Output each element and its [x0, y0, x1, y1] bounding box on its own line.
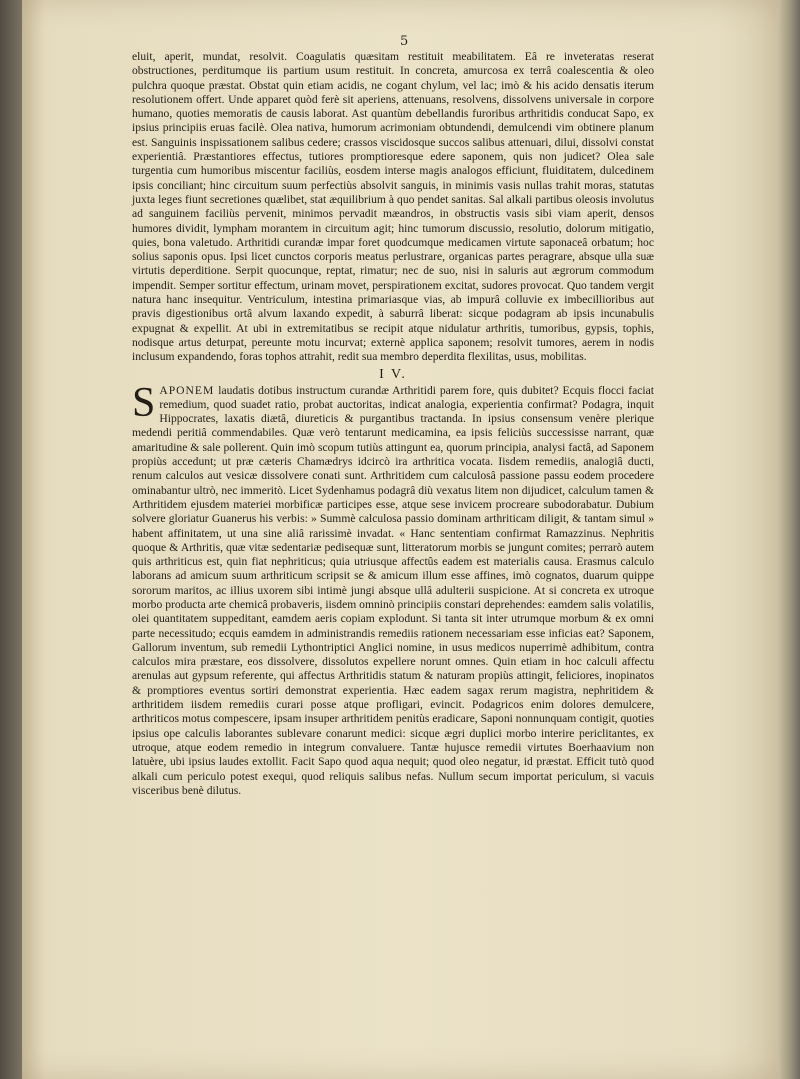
opening-word: APONEM [159, 383, 215, 397]
paragraph-2-text: laudatis dotibus instructum curandæ Arthritidi parem fore, quis dubitet? Ecquis flocci faciat remedium, quod suadet ratio, probat auctoritas, indicat analogia, experientia confirmat? Podagra, inquit Hippocrates, laxatis diætâ, diureticis & purgantibus tractanda. In ipsius consensum venère plerique medendi peritiâ commendabiles. Quæ verò tentarunt medicamina, ea ipsis feliciùs successisse narrant, quæ amaritudine & sale pollerent. Quin imò scopum tutiùs attingunt ea, quorum principia, analysi factâ, ad Saponem propiùs accedunt; ut præ cæteris Chamædrys idcircò ira arthritica vocata. Iisdem remediis, analogiâ ducti, renum calculos aut vesicæ dissolvere conati sunt. Arthritidem cum calculosâ passione passu eodem procedere ominabantur ultrò, nec immeritò. Licet Sydenhamus podagrâ diù vexatus litem non dijudicet, calculum tamen & Arthritidem ejusdem materiei morbificæ participes esse, atque sese invicem procreare subodorabatur. Dubium solvere gloriatur Guanerus his verbis: » Summè calculosa passio dominam arthriticam diligit, & tantam simul » habent affinitatem, ut una sine aliâ rarissimè invadat. « Hanc sententiam confirmat Ramazzinus. Nephritis quoque & Arthritis, quæ vitæ sedentariæ pedisequæ sunt, litteratorum morbis se jungunt comites; perrarò autem quis arthriticus est, quin fiat nephriticus; quia utriusque affectûs eadem est materialis causa. Erasmus calculo laborans ad amicum suum arthriticum scripsit se & amicum illum esse affines, imò cognatos, duarum quippe sororum maritos, ac illius uxorem sibi intimè jungi absque ullâ adulterii suspicione. At si concreta ex utroque morbo producta arte chemicâ probaveris, iisdem omninò principiis constari deprehendes: eamdem salis volatilis, olei quantitatem suppeditant, eamdem aeris copiam explodunt. Si tanta sit inter utrumque morbum & ex omni parte necessitudo; ecquis eamdem in administrandis remediis rationem necessariam esse inficias eat? Saponem, Gallorum inventum, sub remedii Lythontriptici Anglici nomine, in usus medicos nuperrimè adhibitum, contra calculos mira præstare, eos dissolvere, dissolutos expellere norunt omnes. Quin etiam in hoc calculi affectu arenulas aut gypsum referente, qui affectus Arthritidis statum & naturam propiùs attingit, feliciores, inopinatos & promptiores eventus sortiri demonstrat experientia. Hæc eadem sagax rerum magistra, nephritidem & arthritidem iisdem remediis curari posse atque profligari, evincit. Podagricos enim dolores demulcere, arthriticos motus compescere, ipsam insuper arthritidem penitùs eradicare, Saponi nonnunquam contigit, quoties ipsius ope calculis laborantes sublevare conarunt medici: sicque ægri duplici morbo interire periclitantes, ex utroque, atque eodem remedio in integrum convaluere. Tantæ hujusce remedii virtutes Boerhaavium non latuère, ubi ipsius laudes extollit. Facit Sapo quod aqua nequit; quod oleo negatur, id præstat. Efficit tutò quod alkali cum periculo potest exequi, quod reliquis salibus nefas. Nullum secum importat periculum, si vacuis visceribus benè dilutus. [132, 383, 654, 797]
page-edge [778, 0, 800, 1079]
drop-cap: S [132, 379, 156, 426]
page-number: 5 [400, 34, 409, 49]
book-gutter [0, 0, 22, 1079]
section-heading: I V. [379, 366, 407, 382]
book-page [22, 0, 778, 1079]
paragraph-2 [132, 379, 654, 799]
page-text [132, 50, 654, 798]
paragraph-1: eluit, aperit, mundat, resolvit. Coagulatis quæsitam restituit meabilitatem. Eâ re inveteratas reserat obstructiones, perditumque iis partium usum restituit. In concreta, amurcosa ex terrâ coalescentia & oleo pulchra quoque præstat. Obstat quin etiam acidis, ne cogant chylum, vel lac; imò & his acido densatis iterum resolutionem offert. Unde apparet quòd ferè sit aperiens, attenuans, resolvens, dissolvens universale in corpore humano, quoties memoratis de causis laborat. Ast quantùm debellandis furoribus arthritidis conducat Sapo, ex ipsius principiis eruas facilè. Olea nativa, humorum acrimoniam obtundendi, demulcendi vim obtinere planum est. Sanguinis inspissationem salibus cedere; crassos viscidosque succos salibus attenuari, dilui, dissolvi constat experientiâ. Præstantiores effectus, tutiores promptioresque edere saponem, quis non judicet? Olea sale turgentia cum humoribus miscentur faciliùs, eosdem interse magis analogos efficiunt, fluiditatem, dulcedinem ipsis conciliant; hinc circuitum suum perfectiùs absolvit sanguis, in minimis vasis nullas trahit moras, statutas juxta leges fiunt secretiones quælibet, stat æquilibrium à quo pendet sanitas. Sal alkali partibus oleosis involutus ad sanguinem faciliùs pervenit, minimos pervadit mæandros, in obstructis vasis sibi viam aperit, densos humores dividit, lympham morantem in circuitum agit; hinc tumorum discussio, resolutio, dolorum mitigatio, quies, bona valetudo. Arthritidi curandæ impar foret quodcumque medicamen virtute saponaceâ orbatum; hoc solius saponis opus. Ipsi licet cunctos corporis meatus perlustrare, organicas partes peragrare, absque ulla suæ virtutis deperditione. Serpit quocunque, reptat, rimatur; nec de suo, nisi in saluris aut ægrorum commodum impendit. Semper sortitur effectum, urinam movet, perspirationem excitat, sudores provocat. Quo tandem vergit natura hanc insequitur. Ventriculum, intestina primariasque vias, ab impurâ colluvie ex imbecillioribus aut pravis digestionibus ortâ alvum laxando expedit, à saburrâ liberat: sicque podagram ab ipsis incunabulis expugnat & expellit. At ubi in extremitatibus se recipit atque nidulatur arthritis, tumoribus, gypsis, tophis, nodisque artus deturpat, pereunte motu incurvat; externè applica saponem; resolvit tumores, aerem in nodis inclusum expandendo, foras tophos attrahit, redit sua membro deperdita flexilitas, usus, mobilitas. [132, 50, 654, 364]
